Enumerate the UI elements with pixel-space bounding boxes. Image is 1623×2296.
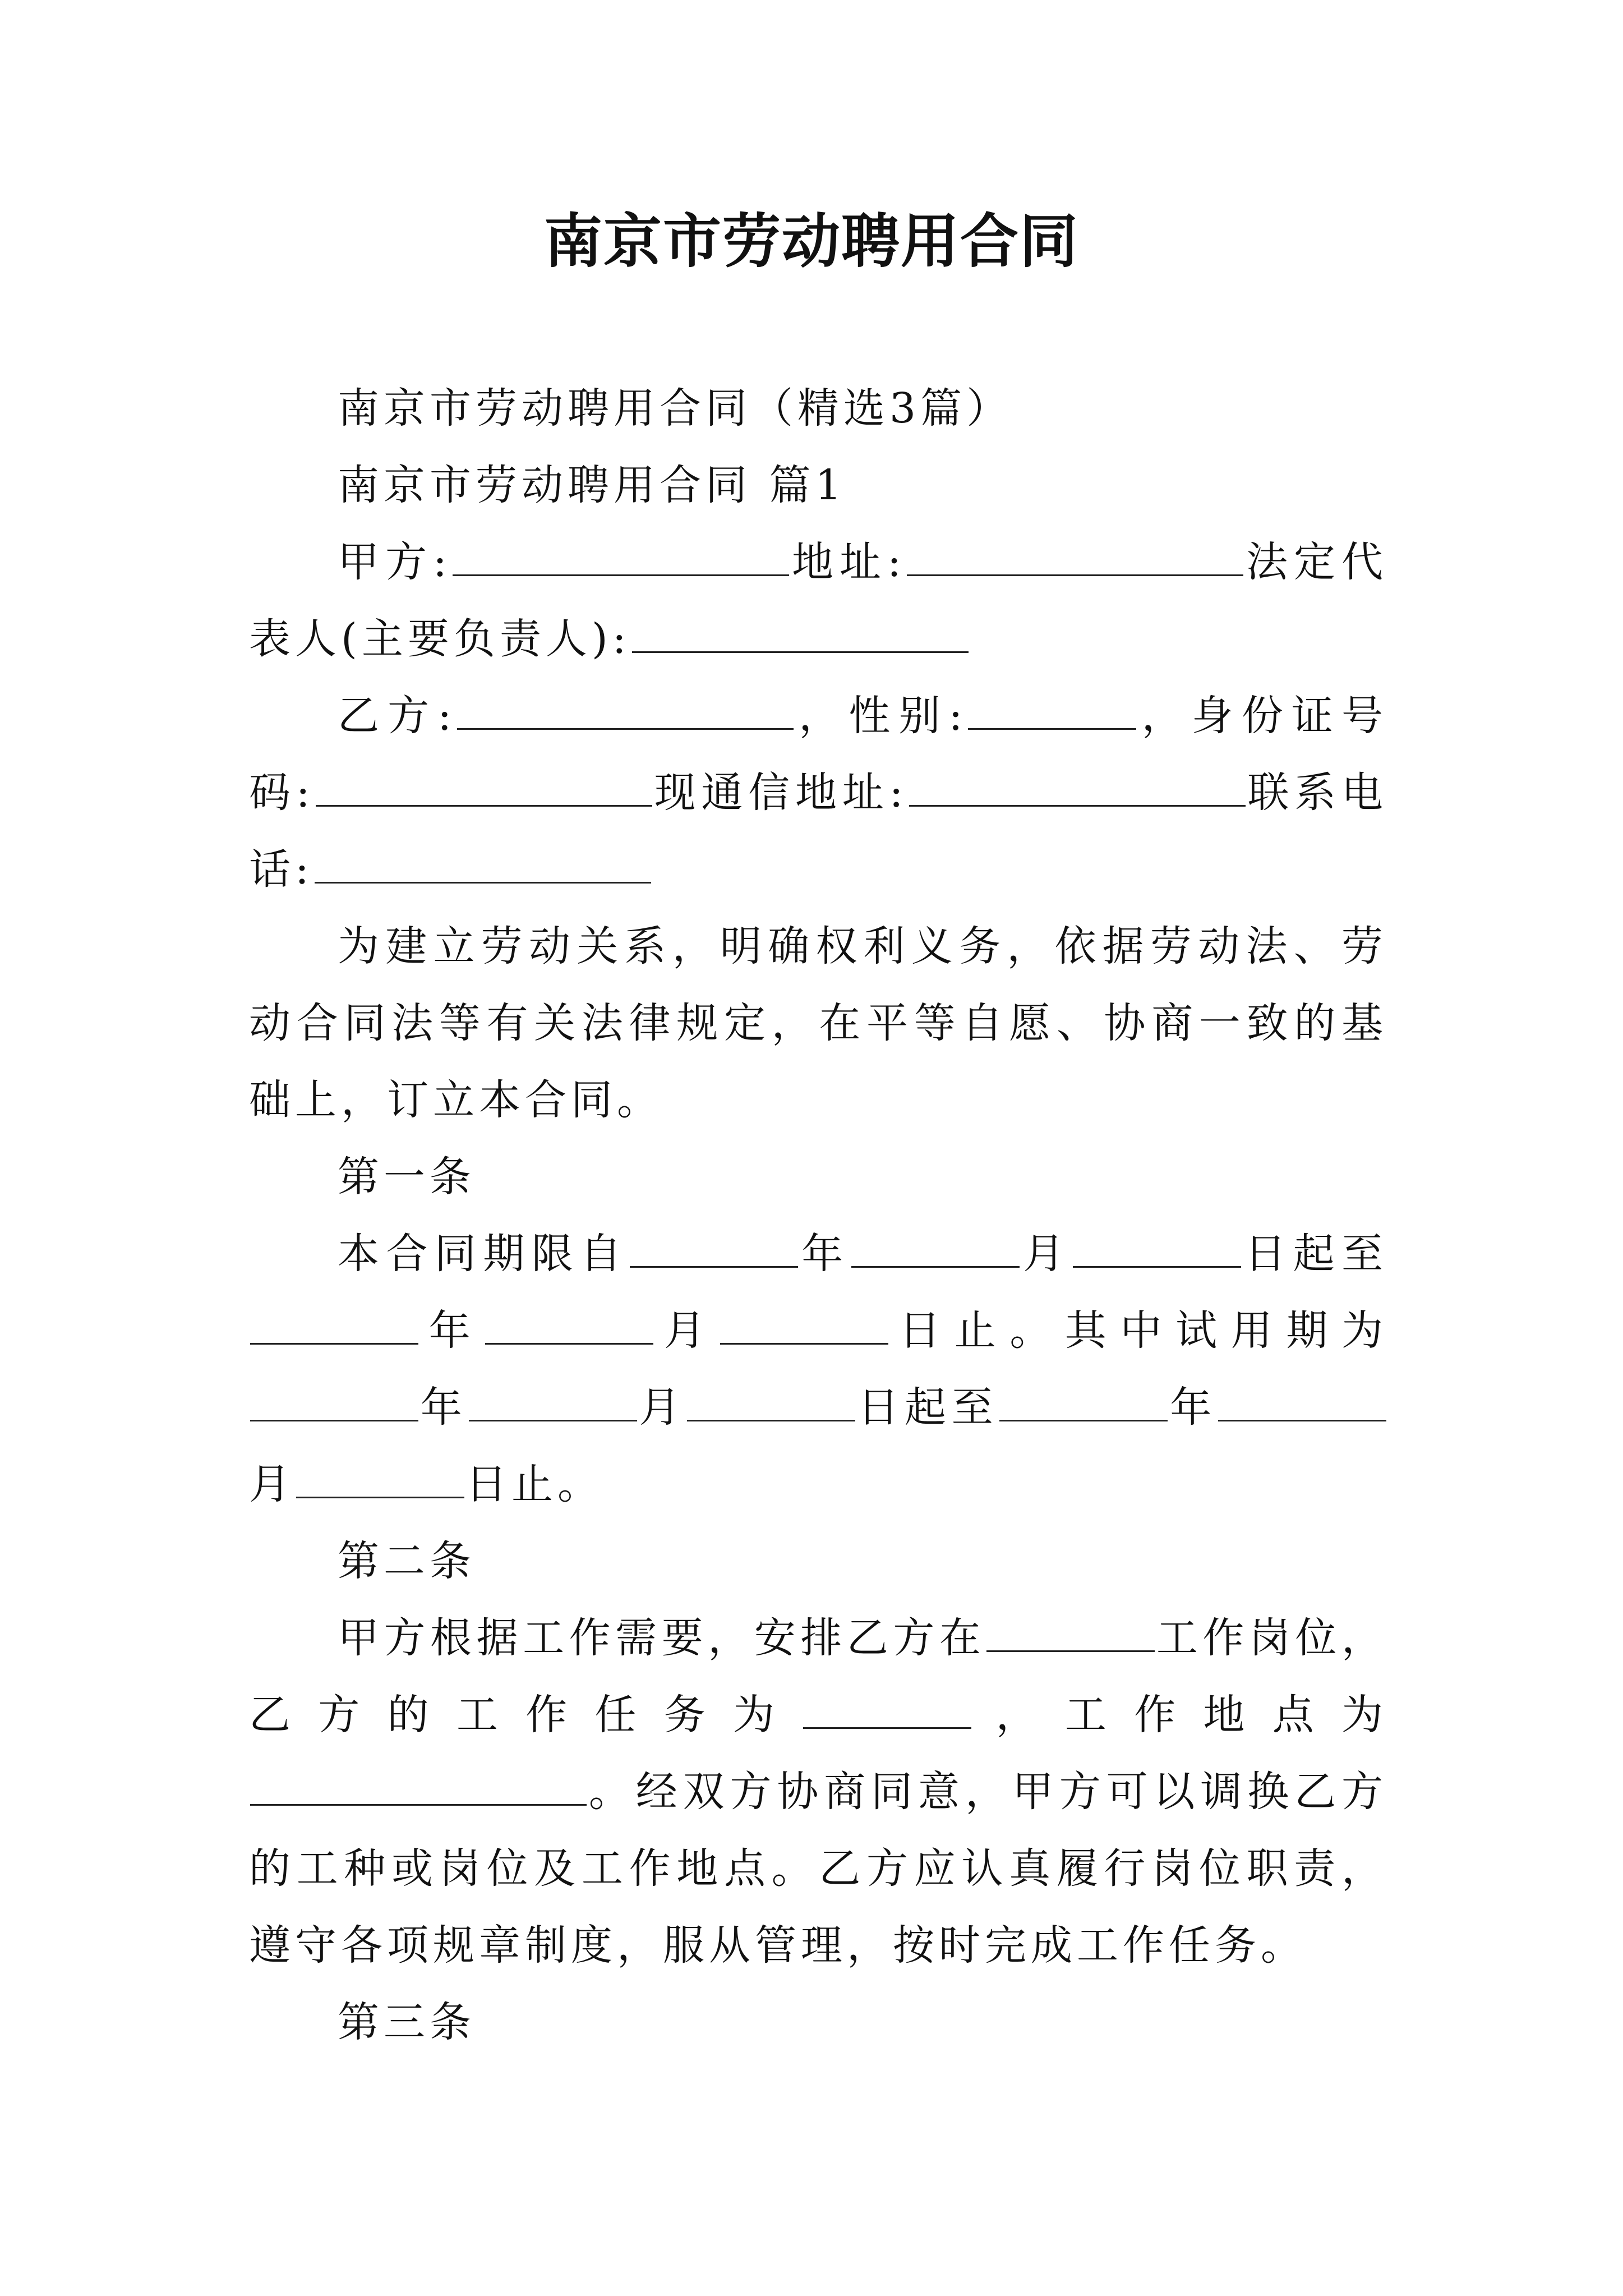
party-b-gender-blank — [968, 689, 1136, 730]
article-2-paragraph — [249, 1600, 1387, 1984]
position-blank — [986, 1611, 1155, 1652]
year-label: 年 — [419, 1306, 485, 1355]
month-label: 月 — [638, 1383, 686, 1432]
trial-start-year-blank — [250, 1381, 418, 1421]
work-location-blank — [250, 1765, 587, 1806]
article-2-text-2: 工作岗位，乙方的工作任务为 — [249, 1614, 1388, 1739]
task-blank — [803, 1688, 971, 1729]
trial-end-year-blank — [999, 1381, 1168, 1421]
party-a-label: 甲方: — [338, 538, 451, 586]
trial-end-day-blank — [296, 1457, 464, 1498]
party-b-gender-label: ，性别: — [795, 692, 967, 740]
party-b-name-blank — [457, 689, 794, 730]
party-b-label: 乙方: — [338, 692, 457, 740]
party-b-address-label: 现通信地址: — [653, 769, 908, 817]
article-2-text-3: ，工作地点为 — [972, 1691, 1388, 1739]
party-b-address-blank — [909, 766, 1246, 807]
article-1-paragraph — [249, 1216, 1387, 1523]
document-body — [249, 370, 1387, 2061]
subtitle: 南京市劳动聘用合同（精选3篇） — [338, 384, 1013, 432]
party-b-id-label: ，身份证号码: — [249, 692, 1387, 817]
day-from-label: 日起至 — [1242, 1230, 1388, 1278]
article-1-prefix: 本合同期限自 — [338, 1230, 629, 1278]
day-end-label: 日止。 — [465, 1460, 603, 1508]
party-b-phone-blank — [315, 843, 651, 884]
start-day-blank — [1073, 1227, 1241, 1268]
trial-end-month-blank — [1218, 1381, 1386, 1421]
start-month-blank — [851, 1227, 1020, 1268]
party-a-name-blank — [453, 535, 789, 576]
month-label: 月 — [249, 1460, 295, 1508]
section-heading: 南京市劳动聘用合同 篇1 — [338, 461, 846, 509]
party-a-address-blank — [907, 535, 1243, 576]
month-label: 月 — [654, 1306, 720, 1355]
article-3-heading: 第三条 — [338, 1998, 476, 2046]
article-2-text-4: 。经双方协商同意，甲方可以调换乙方的工种或岗位及工作地点。乙方应认真履行岗位职责，遵守各项规章制度，服从管理，按时完成工作任务。 — [249, 1768, 1387, 1970]
party-b-paragraph — [249, 678, 1387, 908]
party-a-address-label: 地址: — [790, 538, 906, 586]
year-label: 年 — [1169, 1383, 1218, 1432]
trial-start-day-blank — [687, 1381, 855, 1421]
day-to-trial-label: 日止。其中试用期为 — [889, 1306, 1388, 1355]
article-2-heading: 第二条 — [338, 1537, 476, 1585]
party-b-id-blank — [316, 766, 652, 807]
end-year-blank — [250, 1304, 418, 1345]
year-label: 年 — [419, 1383, 468, 1432]
party-b-phone-label: 联系电话: — [249, 769, 1387, 894]
year-label: 年 — [799, 1230, 850, 1278]
day-from-label: 日起至 — [856, 1383, 999, 1432]
article-1-heading: 第一条 — [338, 1153, 476, 1201]
party-a-rep-label: 法定代表人(主要负责人): — [249, 538, 1387, 663]
end-day-blank — [720, 1304, 888, 1345]
end-month-blank — [485, 1304, 653, 1345]
document-title: 南京市劳动聘用合同 — [543, 207, 1079, 275]
article-2-text-1: 甲方根据工作需要，安排乙方在 — [338, 1614, 986, 1662]
party-a-paragraph — [249, 524, 1387, 678]
trial-start-month-blank — [469, 1381, 637, 1421]
month-label: 月 — [1020, 1230, 1072, 1278]
start-year-blank — [630, 1227, 798, 1268]
intro-paragraph: 为建立劳动关系，明确权利义务，依据劳动法、劳动合同法等有关法律规定，在平等自愿、协商一致的基础上，订立本合同。 — [249, 922, 1387, 1124]
party-a-rep-blank — [632, 612, 969, 653]
